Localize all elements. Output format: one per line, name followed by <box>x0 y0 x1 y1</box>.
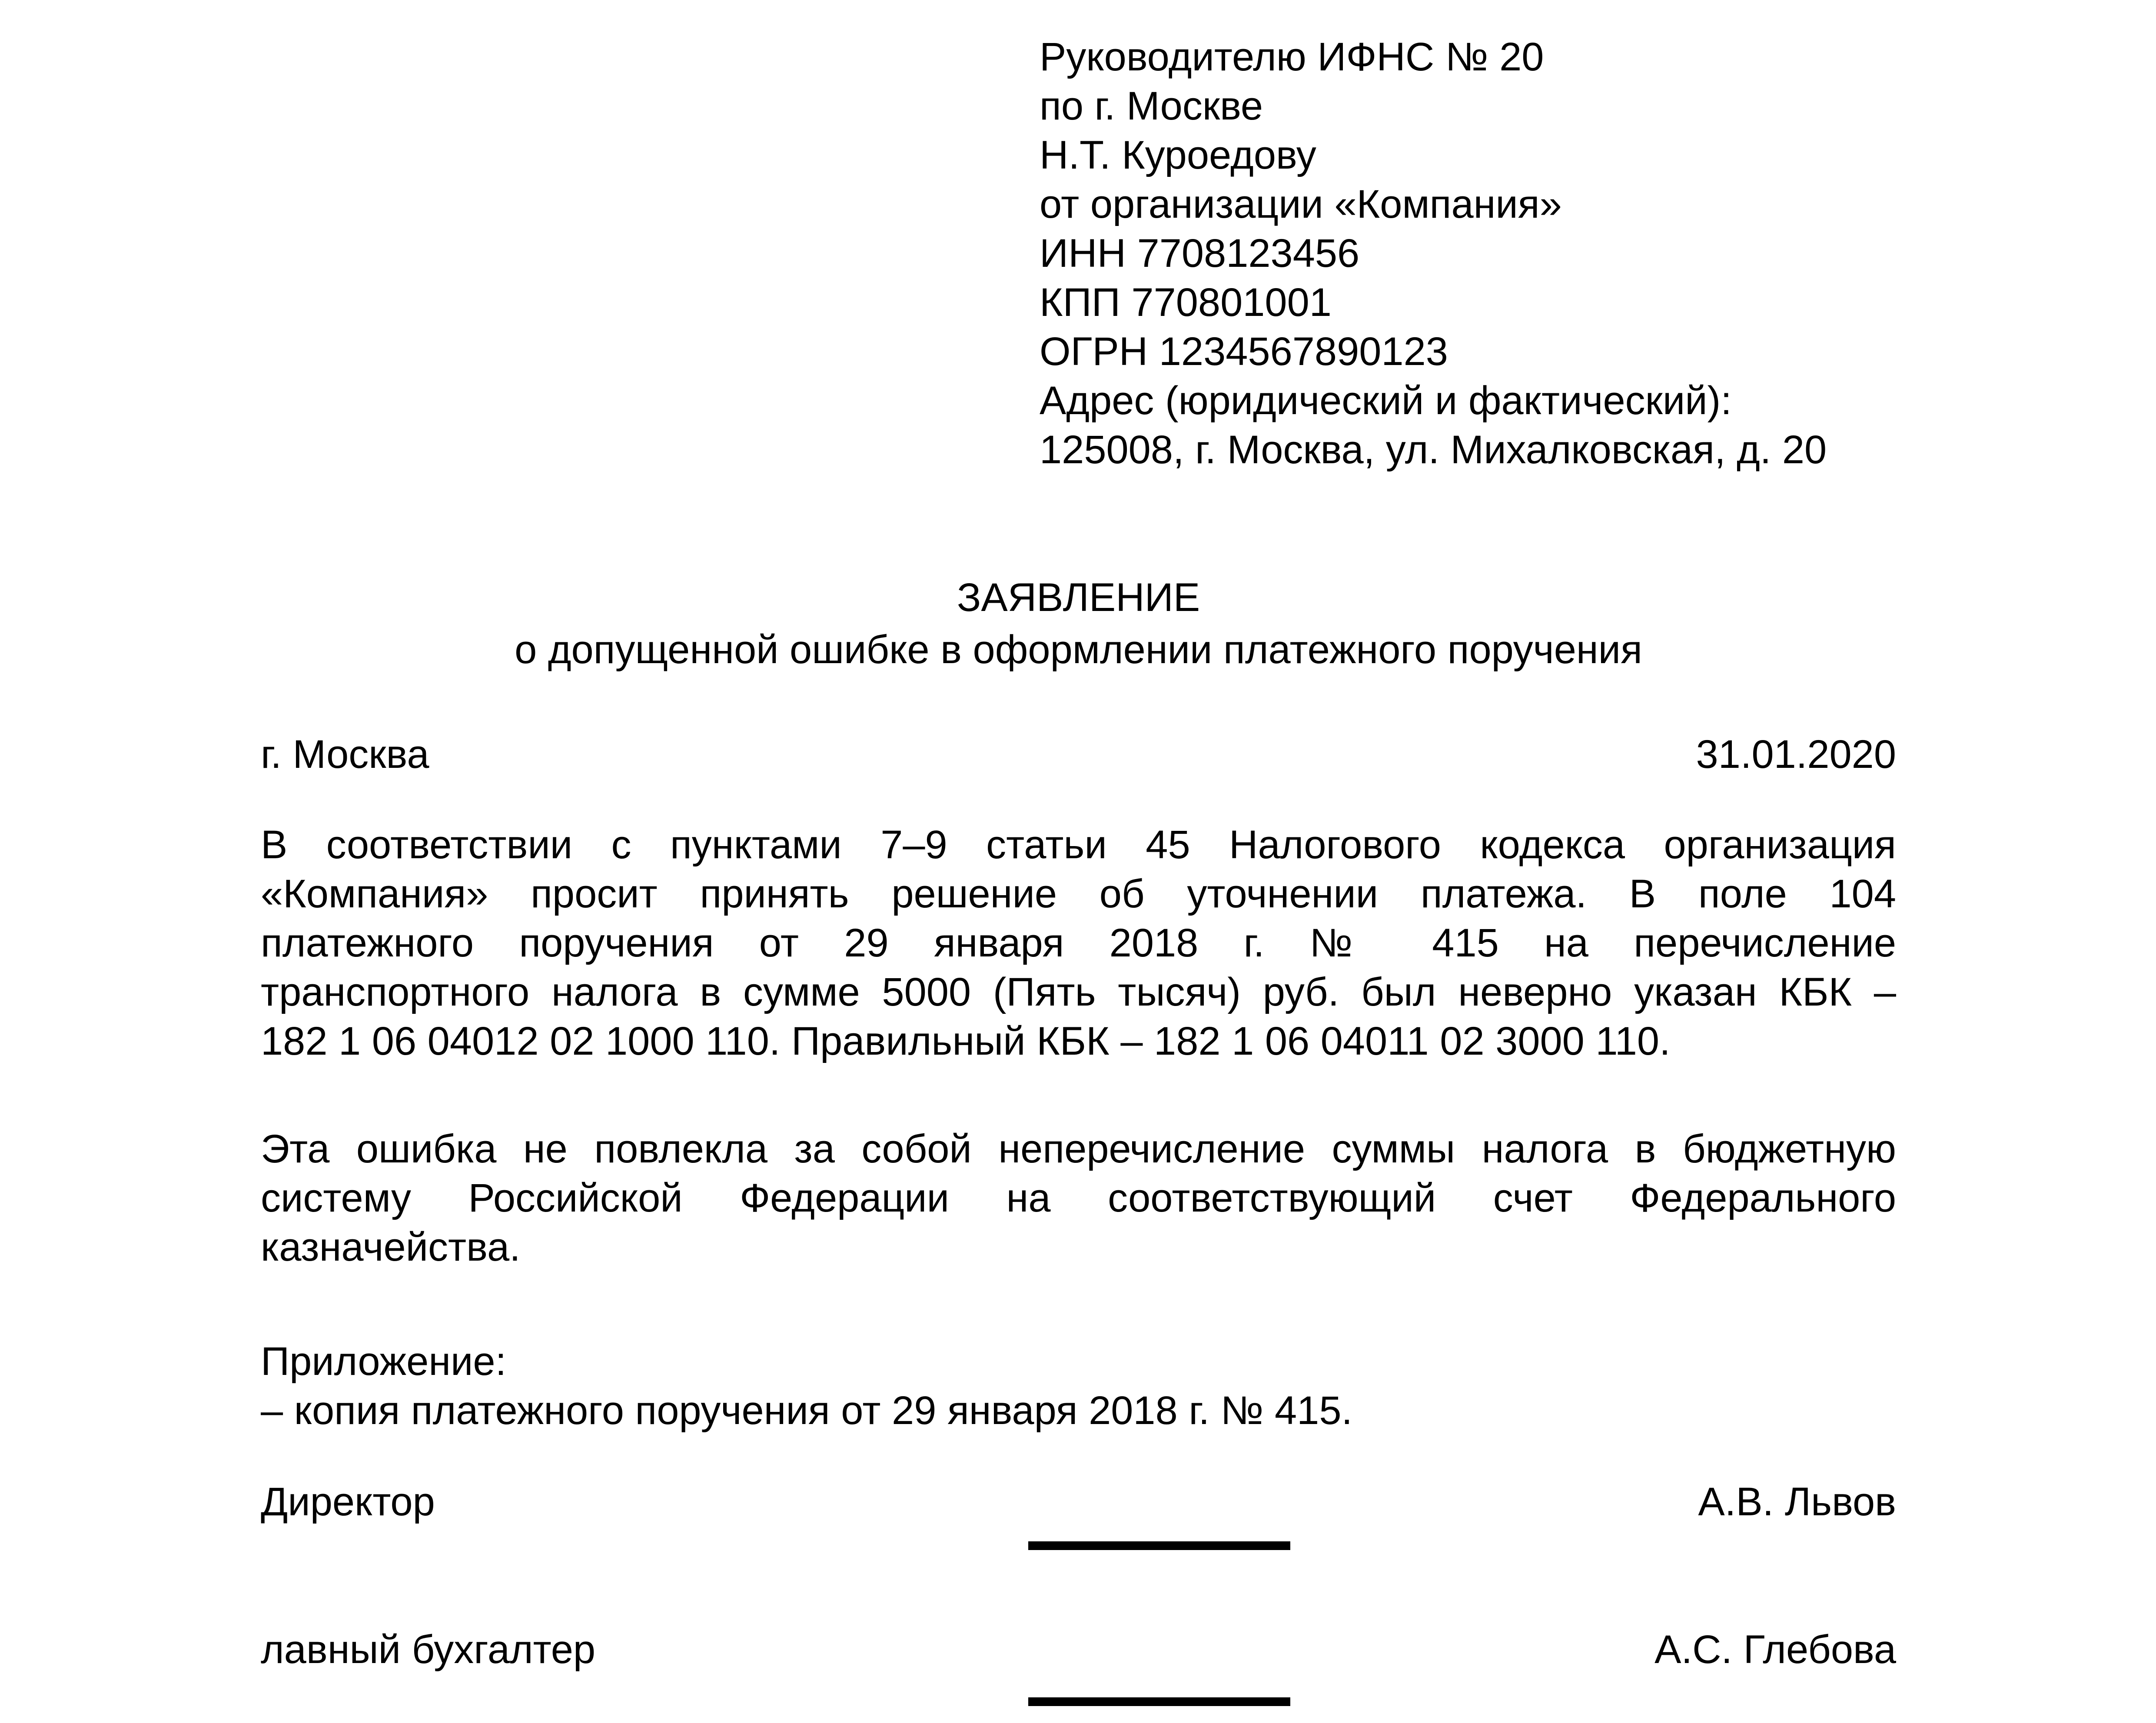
signature-name-accountant: А.С. Глебова <box>1654 1627 1896 1672</box>
signature-row-accountant <box>261 1625 1896 1674</box>
paragraph-line: В соответствии с пунктами 7–9 статьи 45 Налогового кодекса организация <box>261 823 1896 867</box>
paragraph-line: казначейства. <box>261 1225 521 1269</box>
recipient-line: Руководителю ИФНС № 20 <box>1040 35 1544 79</box>
attachment-label: Приложение: <box>261 1339 507 1384</box>
signature-name-director: А.В. Львов <box>1698 1480 1896 1524</box>
title-subtitle: о допущенной ошибке в оформлении платежного поручения <box>515 627 1642 672</box>
recipient-line-ogrn: ОГРН 1234567890123 <box>1040 329 1448 374</box>
signature-line-accountant <box>1028 1697 1290 1706</box>
document-title <box>261 571 1896 676</box>
paragraph-line: Эта ошибка не повлекла за собой неперечисление суммы налога в бюджетную <box>261 1127 1896 1171</box>
attachment-item: – копия платежного поручения от 29 января 2018 г. № 415. <box>261 1388 1353 1433</box>
attachment-block <box>261 1337 1896 1435</box>
recipient-line: по г. Москве <box>1040 84 1263 128</box>
signature-title-accountant: лавный бухгалтер <box>261 1627 596 1672</box>
recipient-line-inn: ИНН 7708123456 <box>1040 231 1360 276</box>
city-date-row <box>261 730 1896 779</box>
paragraph-line: платежного поручения от 29 января 2018 г. № 415 на перечисление <box>261 921 1896 965</box>
recipient-line: Н.Т. Куроедову <box>1040 133 1316 177</box>
title-main: ЗАЯВЛЕНИЕ <box>957 575 1200 620</box>
paragraph-line: «Компания» просит принять решение об уточнении платежа. В поле 104 <box>261 872 1896 916</box>
signature-title-director: Директор <box>261 1480 435 1524</box>
paragraph-line: 182 1 06 04012 02 1000 110. Правильный КБК – 182 1 06 04011 02 3000 110. <box>261 1019 1671 1063</box>
body-paragraph-2 <box>261 1125 1896 1272</box>
body-paragraph-1 <box>261 820 1896 1066</box>
recipient-line-kpp: КПП 770801001 <box>1040 280 1332 325</box>
recipient-block <box>1040 33 1896 475</box>
paragraph-line: систему Российской Федерации на соответствующий счет Федерального <box>261 1176 1896 1220</box>
paragraph-line: транспортного налога в сумме 5000 (Пять тысяч) руб. был неверно указан КБК – <box>261 970 1896 1014</box>
recipient-line: от организации «Компания» <box>1040 182 1562 226</box>
date-label: 31.01.2020 <box>1696 732 1896 777</box>
recipient-line-address: 125008, г. Москва, ул. Михалковская, д. 20 <box>1040 428 1827 472</box>
signature-line-director <box>1028 1541 1290 1550</box>
signature-row-director <box>261 1477 1896 1527</box>
city-label: г. Москва <box>261 732 429 777</box>
recipient-line-address-label: Адрес (юридический и фактический): <box>1040 378 1732 423</box>
